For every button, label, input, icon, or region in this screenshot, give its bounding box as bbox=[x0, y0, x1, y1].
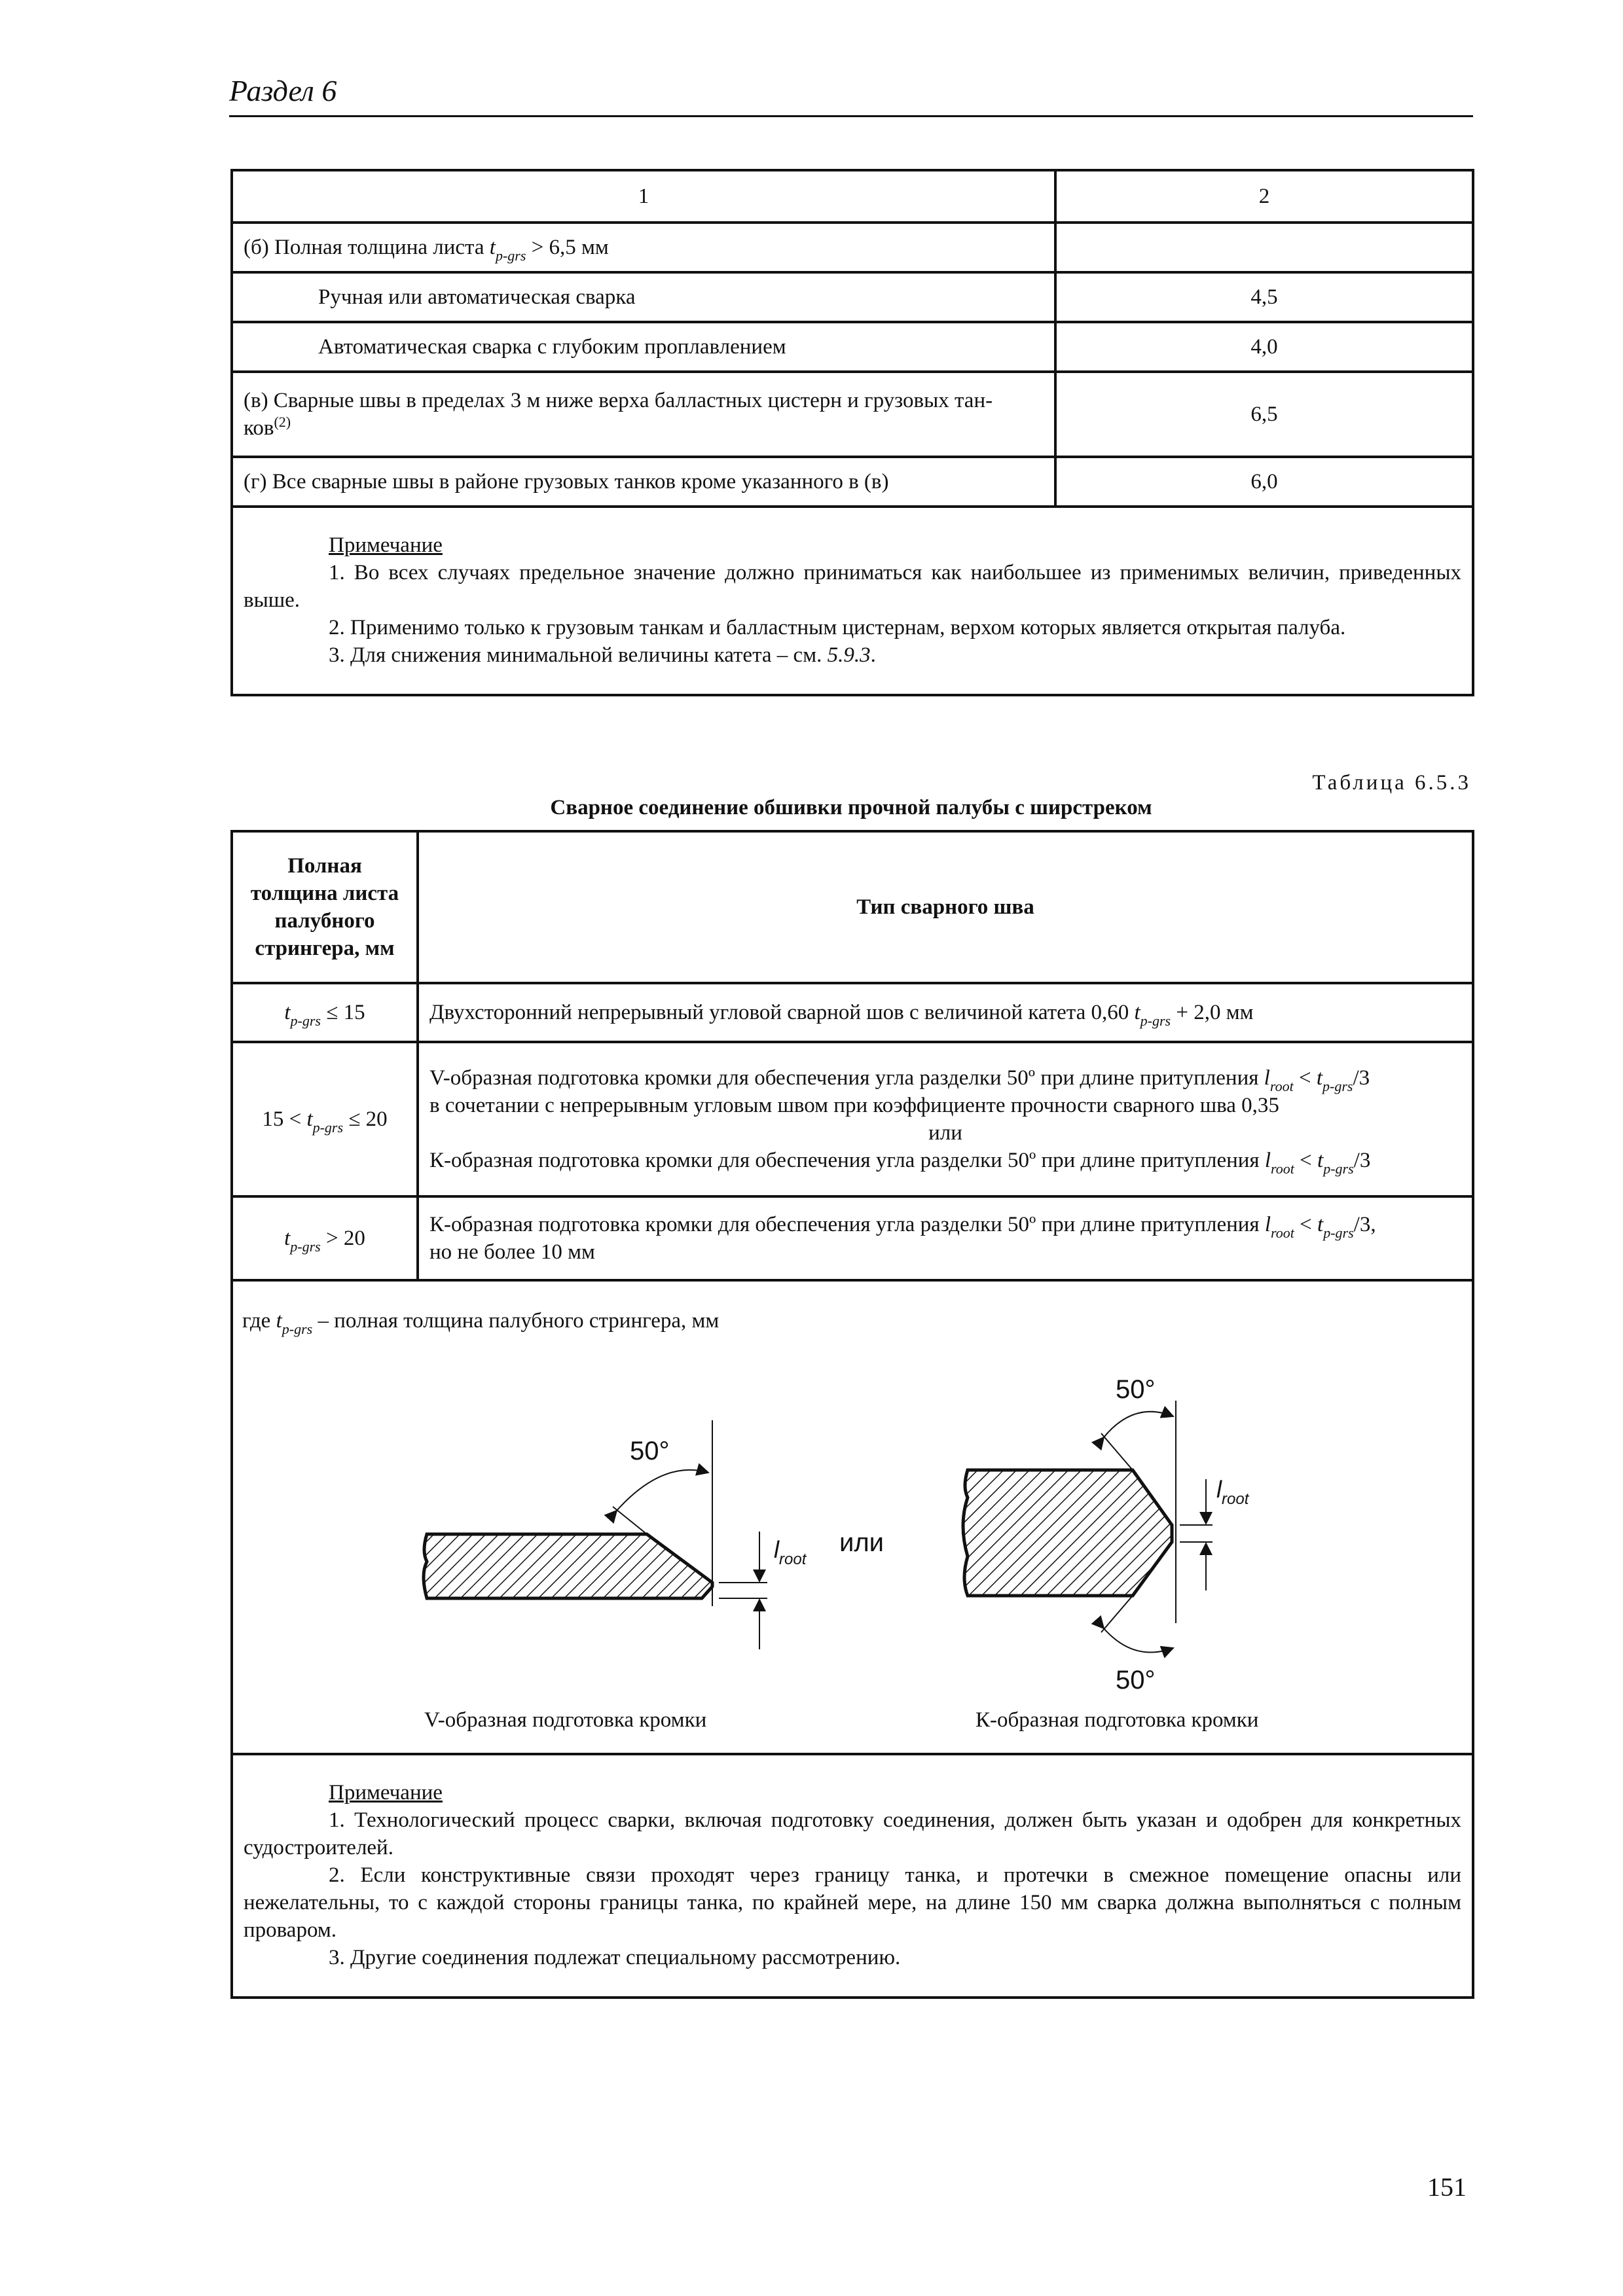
table-label: Таблица 6.5.3 bbox=[1312, 771, 1471, 795]
table-header-row bbox=[232, 831, 1473, 983]
note-row bbox=[232, 507, 1473, 695]
note-item: 3. Для снижения минимальной величины катета – см. 5.9.3. bbox=[329, 643, 876, 667]
row-label: (г) Все сварные швы в районе грузовых танков кроме указанного в (в) bbox=[232, 457, 1055, 507]
root-label: $l_{root}$ bbox=[1216, 1476, 1249, 1508]
k-angle-arc-bottom bbox=[1104, 1628, 1173, 1653]
thickness-condition: $15 < t_{p-grs} \le 20$ bbox=[232, 1042, 418, 1196]
thickness-condition: $t_{p-grs} > 20$ bbox=[232, 1196, 418, 1280]
note-item: 3. Другие соединения подлежат специальному рассмотрению. bbox=[329, 1946, 901, 1969]
v-plate bbox=[424, 1534, 712, 1598]
column-header: Тип сварного шва bbox=[418, 831, 1473, 983]
table-row bbox=[232, 372, 1473, 457]
row-value: 6,5 bbox=[1055, 372, 1473, 457]
column-header: 2 bbox=[1055, 170, 1473, 223]
section-header: Раздел 6 bbox=[229, 74, 337, 107]
row-label: (в) Сварные швы в пределах 3 м ниже верха балластных цистерн и грузовых тан- ков$^{(2)}$ bbox=[232, 372, 1055, 457]
weld-type: V-образная подготовка кромки для обеспечения угла разделки 50º при длине притупления $l_{root} < t_{p-grs}/3$ в сочетании с непрерывным угловым швом при коэффициенте прочности сварного шва 0,35 или К-образная подготовка кромки для обеспечения угла разделки 50º при длине притупления $l_{root} < t_{p-grs}/3$ bbox=[418, 1042, 1473, 1196]
weld-type: К-образная подготовка кромки для обеспечения угла разделки 50º при длине притупления $l_{root} < t_{p-grs}/3$, но не более 10 мм bbox=[418, 1196, 1473, 1280]
edge-preparation-figure bbox=[230, 1335, 1472, 1702]
note-title: Примечание bbox=[329, 533, 443, 557]
row-value: 6,0 bbox=[1055, 457, 1473, 507]
table-row bbox=[232, 322, 1473, 372]
k-angle-label-top: 50° bbox=[1116, 1375, 1156, 1404]
row-value: 4,0 bbox=[1055, 322, 1473, 372]
note-item: 1. Технологический процесс сварки, включая подготовку соединения, должен быть указан и одобрен для конкретных судостроителей. bbox=[244, 1808, 1461, 1859]
table-note bbox=[232, 1754, 1473, 1998]
row-value bbox=[1055, 223, 1473, 272]
root-label: $l_{root}$ bbox=[774, 1536, 807, 1568]
k-angle-arc-top bbox=[1104, 1412, 1173, 1437]
v-angle-arc bbox=[617, 1470, 708, 1511]
table-title: Сварное соединение обшивки прочной палубы с ширстреком bbox=[550, 796, 1152, 819]
or-label: или bbox=[839, 1528, 884, 1557]
k-preparation-drawing bbox=[963, 1375, 1250, 1695]
table-header-row bbox=[232, 170, 1473, 223]
caption-v-preparation: V-образная подготовка кромки bbox=[424, 1708, 707, 1732]
row-label: Автоматическая сварка с глубоким проплавлением bbox=[232, 322, 1055, 372]
row-label: (б) Полная толщина листа $t_{p-grs} > 6,5$ мм bbox=[232, 223, 1055, 272]
k-plate bbox=[963, 1470, 1172, 1596]
table-note bbox=[232, 507, 1473, 695]
table-row bbox=[232, 983, 1473, 1042]
header-rule bbox=[229, 115, 1473, 117]
k-bevel-extension bbox=[1101, 1596, 1133, 1632]
v-angle-label: 50° bbox=[630, 1437, 670, 1465]
note-item: 2. Если конструктивные связи проходят через границу танка, и протечки в смежное помещение опасны или нежелательны, то с каждой стороны границы танка, по крайней мере, на длине 150 мм сварка должна выполняться с полным проваром. bbox=[244, 1863, 1461, 1942]
column-header: Полная толщина листа палубного стрингера, мм bbox=[232, 831, 418, 983]
row-label: Ручная или автоматическая сварка bbox=[232, 272, 1055, 322]
caption-k-preparation: К-образная подготовка кромки bbox=[976, 1708, 1259, 1732]
table-row bbox=[232, 223, 1473, 272]
weld-type: Двухсторонний непрерывный угловой сварной шов с величиной катета 0,60 $t_{p-grs} + 2,0$ мм bbox=[418, 983, 1473, 1042]
table-row bbox=[232, 1042, 1473, 1196]
note-row bbox=[232, 1754, 1473, 1998]
k-bevel-extension bbox=[1101, 1433, 1133, 1470]
note-item: 2. Применимо только к грузовым танкам и балластным цистернам, верхом которых является открытая палуба. bbox=[329, 616, 1346, 639]
thickness-condition: $t_{p-grs} \le 15$ bbox=[232, 983, 418, 1042]
column-header: 1 bbox=[232, 170, 1055, 223]
k-angle-label-bottom: 50° bbox=[1116, 1666, 1156, 1695]
where-definition: где $t_{p-grs}$ – полная толщина палубного стрингера, мм bbox=[242, 1309, 720, 1337]
continued-table bbox=[230, 169, 1474, 696]
table-row bbox=[232, 272, 1473, 322]
note-title: Примечание bbox=[329, 1781, 443, 1804]
v-bevel-extension bbox=[613, 1507, 647, 1534]
table-row bbox=[232, 457, 1473, 507]
v-preparation-drawing bbox=[424, 1420, 807, 1649]
table-row bbox=[232, 1196, 1473, 1280]
row-value: 4,5 bbox=[1055, 272, 1473, 322]
note-item: 1. Во всех случаях предельное значение должно приниматься как наибольшее из применимых величин, приведенных выше. bbox=[244, 561, 1461, 612]
page-number: 151 bbox=[1427, 2172, 1467, 2202]
